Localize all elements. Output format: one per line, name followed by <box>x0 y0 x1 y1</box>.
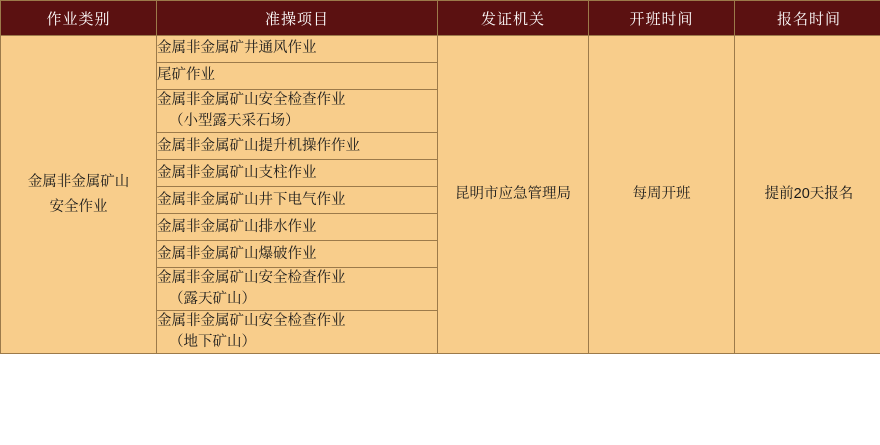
operation-item-line-2: （小型露天采石场） <box>169 113 300 130</box>
cell-operation-item <box>157 241 438 268</box>
operation-item-line-1: 金属非金属矿山排水作业 <box>157 218 317 235</box>
column-header-issuing-authority: 发证机关 <box>438 1 589 36</box>
operation-item-line-1: 尾矿作业 <box>157 67 215 84</box>
cell-issuing-authority: 昆明市应急管理局 <box>438 36 589 354</box>
operation-item-line-1: 金属非金属矿山支柱作业 <box>157 164 317 181</box>
operation-item-line-1: 金属非金属矿山爆破作业 <box>157 245 317 262</box>
cell-registration-time: 提前20天报名 <box>735 36 880 354</box>
cell-operation-item <box>157 63 438 90</box>
column-header-registration-time: 报名时间 <box>735 1 880 36</box>
cell-operation-item <box>157 36 438 63</box>
cell-operation-item <box>157 160 438 187</box>
operation-item-line-1: 金属非金属矿山提升机操作作业 <box>157 137 360 154</box>
cell-class-time: 每周开班 <box>589 36 735 354</box>
operation-item-line-1: 金属非金属矿山安全检查作业 <box>157 313 346 330</box>
operation-item-line-1: 金属非金属矿井通风作业 <box>157 40 317 57</box>
operation-item-line-1: 金属非金属矿山安全检查作业 <box>157 270 346 287</box>
column-header-category: 作业类别 <box>1 1 157 36</box>
cell-operation-item <box>157 268 438 311</box>
cell-operation-item <box>157 214 438 241</box>
column-header-operation-item: 准操项目 <box>157 1 438 36</box>
operation-item-line-2: （地下矿山） <box>169 334 256 351</box>
table-header <box>1 1 880 36</box>
cell-operation-item <box>157 133 438 160</box>
table-header-row <box>1 1 880 36</box>
column-header-class-time: 开班时间 <box>589 1 735 36</box>
cell-operation-item <box>157 187 438 214</box>
cell-operation-item <box>157 90 438 133</box>
table-body <box>1 36 880 354</box>
category-line-1: 金属非金属矿山 <box>27 173 130 190</box>
operation-item-line-2: （露天矿山） <box>169 291 256 308</box>
cell-category <box>1 36 157 354</box>
operation-item-line-1: 金属非金属矿山安全检查作业 <box>157 92 346 108</box>
category-line-2: 安全作业 <box>49 198 108 215</box>
table-row <box>1 36 880 63</box>
cell-operation-item <box>157 311 438 354</box>
operation-item-line-1: 金属非金属矿山井下电气作业 <box>157 191 346 208</box>
